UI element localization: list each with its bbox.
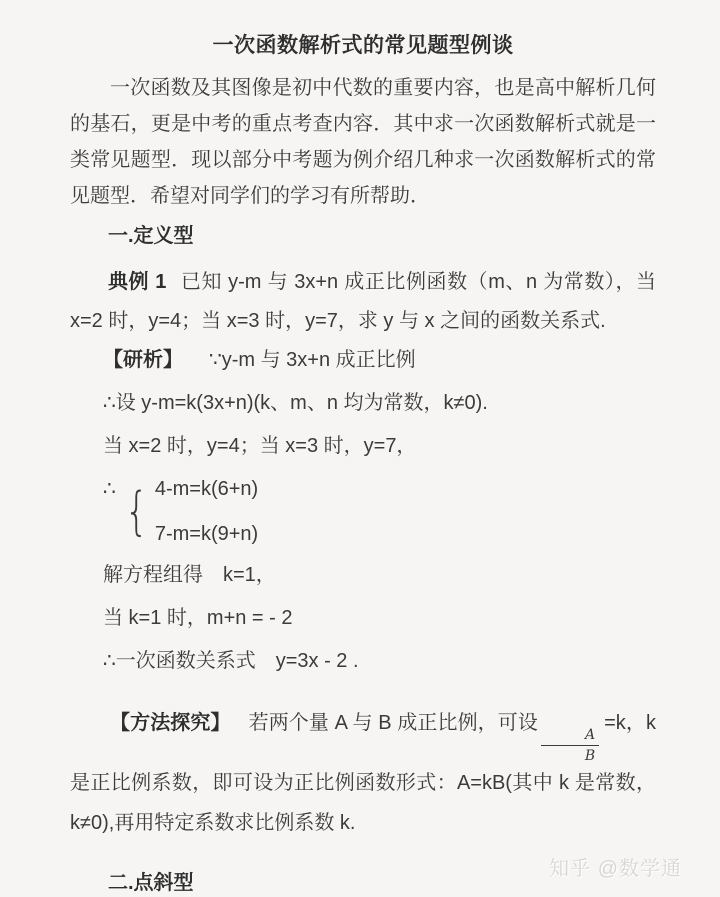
fraction-numerator: A [541, 728, 599, 746]
section1-heading: 一.定义型 [108, 225, 194, 247]
fraction-denominator: B [584, 748, 596, 764]
analysis-line-1 [103, 349, 656, 372]
method-text-before: 若两个量 A 与 B 成正比例，可设 [248, 712, 538, 734]
fraction-a-over-b [541, 728, 599, 763]
watermark: 知乎 @数学通 [549, 858, 682, 880]
analysis-line-6: ∴一次函数关系式 y=3x - 2 . [103, 650, 359, 672]
left-brace-glyph: { [124, 482, 149, 542]
equation-system [103, 478, 656, 546]
section2-heading: 二.点斜型 [108, 872, 194, 894]
method-label: 【方法探究】 [110, 712, 231, 734]
analysis-line-2: ∴设 y-m=k(3x+n)(k、m、n 均为常数，k≠0). [103, 392, 488, 414]
equation-list [155, 478, 258, 546]
therefore-symbol: ∴ [103, 478, 116, 500]
example1-text: 已知 y-m 与 3x+n 成正比例函数（m、n 为常数），当 x=2 时，y=4；当 x=3 时，y=7，求 y 与 x 之间的函数关系式. [70, 271, 656, 332]
analysis-premise: ∵y-m 与 3x+n 成正比例 [209, 349, 416, 371]
method-text-after: =k，k 是正比例系数，即可设为正比例函数形式：A=kB(其中 k 是常数，k≠0),再用特定系数求比例系数 k. [70, 712, 656, 834]
example1-label: 典例 1 [108, 271, 167, 293]
analysis-line-4: 解方程组得 k=1， [103, 564, 276, 586]
analysis-line-5: 当 k=1 时，m+n = - 2 [103, 607, 293, 629]
analysis-line-3: 当 x=2 时，y=4；当 x=3 时，y=7， [103, 435, 417, 457]
method-paragraph [70, 703, 656, 843]
analysis-label: 【研析】 [103, 349, 183, 371]
equation-2: 7-m=k(9+n) [154, 523, 259, 545]
example1-paragraph [70, 263, 656, 341]
equation-1: 4-m=k(6+n) [154, 478, 259, 500]
page-title: 一次函数解析式的常见题型例谈 [212, 34, 514, 57]
analysis-block [70, 349, 656, 673]
intro-paragraph: 一次函数及其图像是初中代数的重要内容，也是高中解析几何的基石，更是中考的重点考查内容．其中求一次函数解析式就是一类常见题型．现以部分中考题为例介绍几种求一次函数解析式的常见题型．希望对同学们的学习有所帮助． [70, 77, 656, 207]
